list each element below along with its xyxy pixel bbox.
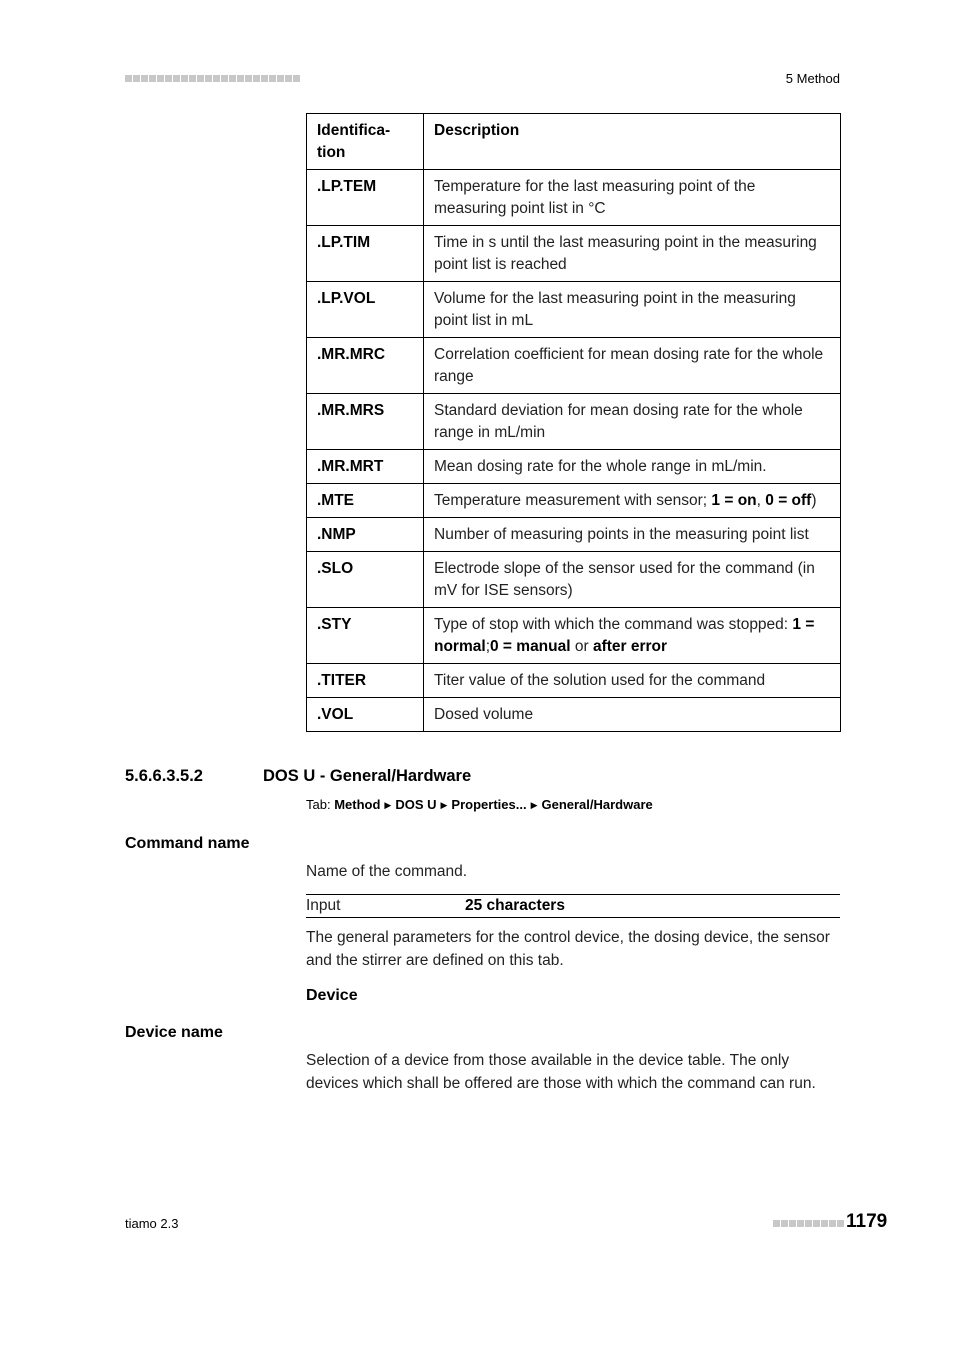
device-subheading: Device: [306, 987, 358, 1004]
row-identification: .LP.TEM: [307, 170, 424, 226]
table-row: [307, 552, 841, 608]
row-identification: .VOL: [307, 698, 424, 732]
description-segment: Correlation coefficient for mean dosing rate for the whole range: [434, 346, 824, 385]
description-segment: Titer value of the solution used for the command: [434, 672, 766, 689]
tab-path-item: DOS U: [395, 797, 437, 812]
description-segment: after error: [592, 638, 668, 655]
row-description: [424, 664, 841, 698]
row-description: [424, 226, 841, 282]
table-row: [307, 664, 841, 698]
row-identification: .MR.MRS: [307, 394, 424, 450]
identification-table: [306, 113, 841, 732]
row-description: [424, 282, 841, 338]
description-segment: 1 = on: [711, 492, 757, 509]
description-segment: Temperature measurement with sensor;: [434, 492, 712, 509]
tab-path-item: General/Hardware: [541, 797, 653, 812]
column-header-identification: Identifica- tion: [307, 114, 424, 170]
general-parameters-text: The general parameters for the control device, the dosing device, the sensor and the stirrer are defined on this tab.: [306, 929, 830, 969]
description-segment: or: [570, 638, 593, 655]
triangle-right-icon: ▶: [440, 800, 448, 810]
description-segment: Volume for the last measuring point in the measuring point list in mL: [434, 290, 796, 329]
tab-path-prefix: Tab:: [306, 797, 335, 812]
description-segment: Type of stop with which the command was stopped:: [434, 616, 793, 633]
table-row: [307, 338, 841, 394]
row-description: [424, 698, 841, 732]
row-description: [424, 484, 841, 518]
column-header-description: Description: [424, 114, 841, 170]
row-description: [424, 394, 841, 450]
table-row: [307, 170, 841, 226]
header-decoration: [125, 75, 300, 82]
row-identification: .LP.TIM: [307, 226, 424, 282]
row-description: [424, 338, 841, 394]
device-name-description: Selection of a device from those available in the device table. The only devices which shall be offered are those with which the command can run.: [306, 1052, 816, 1092]
table-row: [307, 226, 841, 282]
row-identification: .SLO: [307, 552, 424, 608]
command-name-label: Command name: [125, 835, 250, 852]
row-identification: .MTE: [307, 484, 424, 518]
description-segment: Dosed volume: [434, 706, 534, 723]
triangle-right-icon: ▶: [384, 800, 392, 810]
tab-path: [306, 797, 653, 812]
description-segment: Time in s until the last measuring point in the measuring point list is reached: [434, 234, 817, 273]
description-segment: Number of measuring points in the measuring point list: [434, 526, 809, 543]
footer-decoration: [773, 1220, 844, 1227]
description-segment: Mean dosing rate for the whole range in mL/min.: [434, 458, 767, 475]
description-segment: 1 = normal: [434, 616, 815, 655]
description-segment: ,: [756, 492, 766, 509]
table-row: [307, 518, 841, 552]
row-description: [424, 450, 841, 484]
tab-path-item: Method: [334, 797, 381, 812]
device-name-label: Device name: [125, 1024, 223, 1041]
row-identification: .NMP: [307, 518, 424, 552]
table-row: [307, 450, 841, 484]
description-segment: Temperature for the last measuring point of the measuring point list in °C: [434, 178, 756, 217]
table-row: [307, 282, 841, 338]
description-segment: 0 = off: [765, 492, 812, 509]
header-section-label: 5 Method: [785, 71, 840, 86]
input-spec-row: [306, 894, 840, 918]
table-header-row: [307, 114, 841, 170]
row-identification: .LP.VOL: [307, 282, 424, 338]
page-number: 1179: [846, 1211, 888, 1232]
description-segment: Standard deviation for mean dosing rate for the whole range in mL/min: [434, 402, 803, 441]
row-description: [424, 552, 841, 608]
tab-path-item: Properties...: [451, 797, 527, 812]
row-identification: .STY: [307, 608, 424, 664]
description-segment: 0 = manual: [490, 638, 571, 655]
input-spec-value: 25 characters: [465, 897, 565, 914]
input-spec-key: Input: [306, 897, 341, 914]
description-segment: ;: [485, 638, 490, 655]
row-description: [424, 170, 841, 226]
row-identification: .MR.MRT: [307, 450, 424, 484]
section-title: DOS U - General/Hardware: [263, 767, 472, 785]
table-row: [307, 608, 841, 664]
row-description: [424, 608, 841, 664]
table-row: [307, 484, 841, 518]
row-description: [424, 518, 841, 552]
row-identification: .MR.MRC: [307, 338, 424, 394]
description-segment: ): [811, 492, 817, 509]
footer-product-name: tiamo 2.3: [125, 1216, 179, 1231]
triangle-right-icon: ▶: [530, 800, 538, 810]
table-row: [307, 698, 841, 732]
command-name-description: Name of the command.: [306, 863, 468, 880]
row-identification: .TITER: [307, 664, 424, 698]
description-segment: Electrode slope of the sensor used for the command (in mV for ISE sensors): [434, 560, 815, 599]
table-row: [307, 394, 841, 450]
section-number: 5.6.6.3.5.2: [125, 767, 203, 785]
